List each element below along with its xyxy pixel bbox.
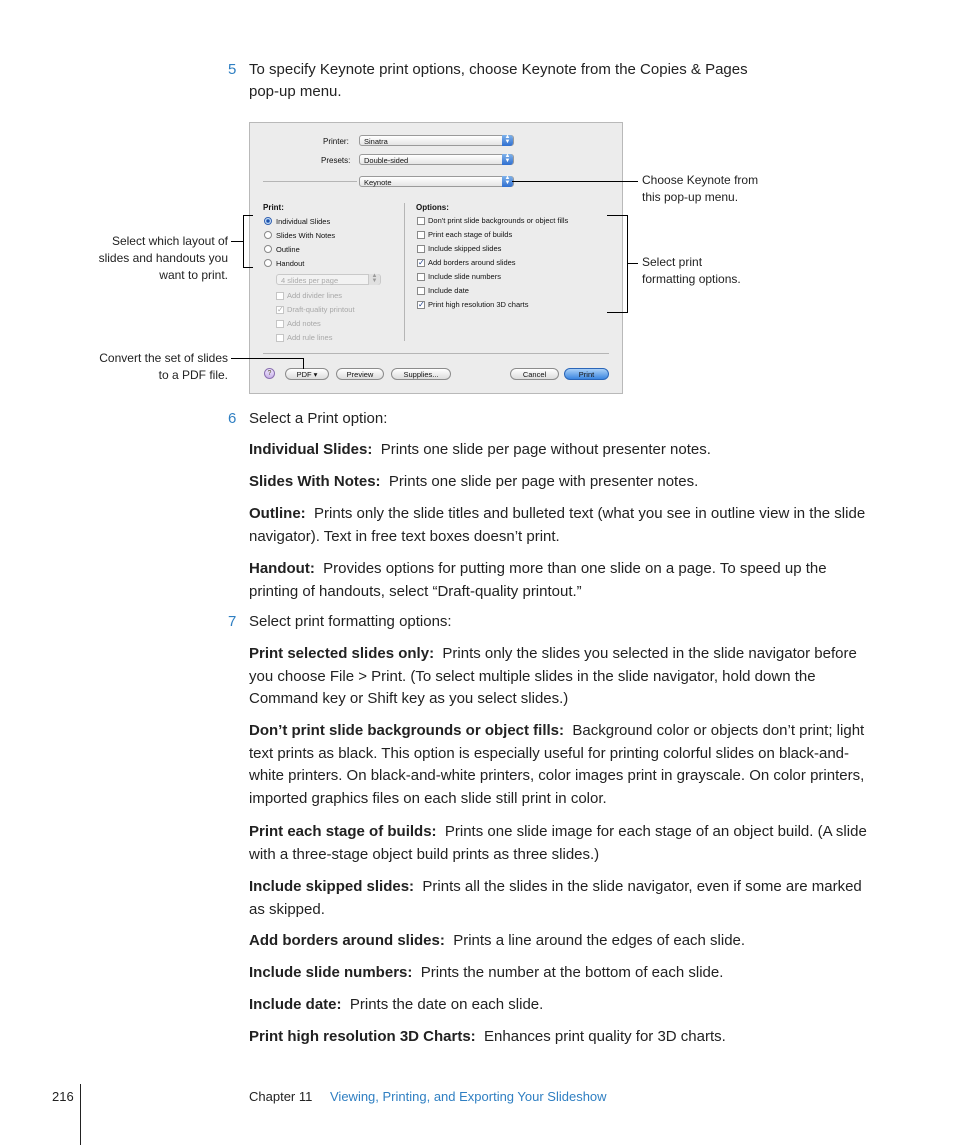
radio-outline-label: Outline	[276, 245, 300, 254]
checkbox-no-backgrounds[interactable]	[417, 217, 425, 225]
bottom-separator	[263, 353, 609, 354]
step-7-text: Select print formatting options:	[249, 613, 452, 630]
printer-popup[interactable]	[359, 135, 514, 146]
supplies-button[interactable]: Supplies...	[391, 368, 451, 380]
callout-line: want to print.	[159, 268, 228, 282]
description: Prints one slide image for each stage of an object build. (A slide with a three-stage object build prints as three slides.)	[249, 823, 867, 863]
description: Background color or objects don’t print; light text prints as black. This option is especially useful for printing colorful slides on black-and-white printers. On black-and-white printers, color images print in grayscale. On color printers, imported graphics files on each slide still print in color.	[249, 722, 865, 807]
term: Slides With Notes:	[249, 473, 381, 490]
radio-individual-slides-label: Individual Slides	[276, 217, 331, 226]
radio-handout-label: Handout	[276, 259, 305, 268]
bracket-options	[627, 215, 628, 313]
term: Print high resolution 3D Charts:	[249, 1028, 476, 1045]
help-button[interactable]: ?	[264, 368, 275, 379]
description: Prints one slide per page with presenter notes.	[388, 473, 699, 490]
checkbox-3d-charts[interactable]: ✓	[418, 300, 425, 309]
checkbox-include-date-label: Include date	[428, 286, 469, 295]
definition-selected-slides	[249, 643, 869, 711]
radio-slides-with-notes[interactable]	[264, 231, 272, 239]
checkbox-add-borders[interactable]: ✓	[418, 258, 425, 267]
bracket-layout	[243, 215, 244, 268]
radio-slides-with-notes-label: Slides With Notes	[276, 231, 336, 240]
checkbox-slide-numbers-label: Include slide numbers	[428, 272, 501, 281]
radio-handout[interactable]	[264, 259, 272, 267]
definition-slide-numbers	[249, 962, 869, 985]
description: Prints all the slides in the slide navigator, even if some are marked as skipped.	[249, 878, 862, 918]
description: Prints only the slide titles and bulleted text (what you see in outline view in the slide navigator). Text in free text boxes doesn’t print.	[249, 505, 866, 545]
term: Handout:	[249, 560, 315, 577]
callout-line: this pop-up menu.	[642, 190, 739, 204]
description: Prints one slide per page without presenter notes.	[380, 441, 711, 458]
separator-left	[263, 181, 357, 182]
print-dialog	[249, 122, 623, 394]
description: Prints only the slides you selected in the slide navigator before you choose File > Print. (To select multiple slides in the slide navigator, hold down the Command key or Shift key as you select slides.)	[249, 645, 857, 707]
checkbox-rule-lines[interactable]	[276, 334, 284, 342]
checkbox-add-notes[interactable]	[276, 320, 284, 328]
checkbox-skipped-slides-label: Include skipped slides	[428, 244, 502, 253]
description: Provides options for putting more than one slide on a page. To speed up the printing of handouts, select “Draft-quality printout.”	[249, 560, 827, 600]
checkbox-draft-quality-label: Draft-quality printout	[287, 305, 355, 314]
step-5-line-2: pop-up menu.	[249, 83, 342, 100]
description: Prints the number at the bottom of each slide.	[420, 964, 724, 981]
radio-outline[interactable]	[264, 245, 272, 253]
checkbox-stage-builds-label: Print each stage of builds	[428, 230, 513, 239]
pdf-button[interactable]: PDF ▾	[285, 368, 329, 380]
bracket-options-top	[607, 215, 627, 216]
step-5-text	[249, 59, 869, 103]
print-heading: Print:	[263, 203, 284, 212]
step-5-line-1: To specify Keynote print options, choose Keynote from the Copies & Pages	[249, 61, 748, 78]
printer-value: Sinatra	[364, 137, 388, 146]
term: Include skipped slides:	[249, 878, 415, 895]
printer-label: Printer:	[323, 137, 349, 146]
handout-layout-value: 4 slides per page	[281, 276, 339, 285]
print-button[interactable]: Print	[564, 368, 609, 380]
leader-line-pdf-drop	[303, 358, 304, 369]
definition-slides-with-notes	[249, 471, 869, 494]
term: Don’t print slide backgrounds or object fills:	[249, 722, 565, 739]
definition-outline	[249, 503, 869, 548]
checkbox-skipped-slides[interactable]	[417, 245, 425, 253]
leader-line-pdf	[231, 358, 304, 359]
definition-add-borders	[249, 930, 869, 953]
footer-chapter-title: Viewing, Printing, and Exporting Your Slideshow	[330, 1089, 607, 1104]
step-number-6: 6	[228, 410, 237, 427]
options-heading: Options:	[416, 203, 449, 212]
term: Add borders around slides:	[249, 932, 445, 949]
step-6-text: Select a Print option:	[249, 410, 388, 427]
callout-line: slides and handouts you	[98, 251, 228, 265]
callout-line: Select print	[642, 255, 703, 269]
popup-arrows-icon: ▲ ▼	[502, 176, 513, 187]
page-number: 216	[52, 1089, 74, 1104]
column-divider	[404, 203, 405, 341]
presets-value: Double-sided	[364, 156, 409, 165]
description: Prints the date on each slide.	[349, 996, 544, 1013]
term: Print each stage of builds:	[249, 823, 437, 840]
leader-line-keynote	[512, 181, 638, 182]
leader-line-layout	[231, 241, 243, 242]
popup-arrows-icon: ▲ ▼	[502, 154, 513, 165]
pane-popup[interactable]	[359, 176, 514, 187]
callout-line: to a PDF file.	[158, 368, 228, 382]
radio-individual-slides[interactable]	[264, 217, 272, 225]
step-number-7: 7	[228, 613, 237, 630]
footer-chapter: Chapter 11	[249, 1089, 313, 1104]
cancel-button[interactable]: Cancel	[510, 368, 559, 380]
bracket-layout-bottom	[243, 267, 253, 268]
checkbox-slide-numbers[interactable]	[417, 273, 425, 281]
presets-popup[interactable]	[359, 154, 514, 165]
checkbox-divider-lines[interactable]	[276, 292, 284, 300]
definition-no-backgrounds	[249, 720, 869, 810]
bracket-layout-top	[243, 215, 253, 216]
checkbox-include-date[interactable]	[417, 287, 425, 295]
checkbox-stage-builds[interactable]	[417, 231, 425, 239]
checkbox-add-borders-label: Add borders around slides	[428, 258, 516, 267]
definition-skipped-slides	[249, 876, 869, 921]
description: Prints a line around the edges of each slide.	[453, 932, 746, 949]
callout-line: Select which layout of	[111, 234, 228, 248]
checkbox-no-backgrounds-label: Don't print slide backgrounds or object fills	[428, 216, 569, 225]
term: Individual Slides:	[249, 441, 373, 458]
step-number-5: 5	[228, 61, 237, 78]
callout-line: Convert the set of slides	[99, 351, 228, 365]
footer-rule	[80, 1084, 81, 1145]
callout-line: Choose Keynote from	[642, 173, 759, 187]
popup-arrows-icon: ▲ ▼	[502, 135, 513, 146]
callout-convert-pdf	[60, 350, 228, 384]
preview-button[interactable]: Preview	[336, 368, 384, 380]
definition-3d-charts	[249, 1026, 869, 1049]
term: Outline:	[249, 505, 306, 522]
description: Enhances print quality for 3D charts.	[484, 1028, 726, 1045]
definition-include-date	[249, 994, 869, 1017]
checkbox-3d-charts-label: Print high resolution 3D charts	[428, 300, 529, 309]
checkbox-rule-lines-label: Add rule lines	[287, 333, 333, 342]
callout-select-layout	[60, 233, 228, 284]
checkbox-draft-quality[interactable]: ✓	[277, 305, 284, 314]
presets-label: Presets:	[321, 156, 351, 165]
term: Print selected slides only:	[249, 645, 435, 662]
callout-select-formatting	[642, 254, 741, 288]
term: Include slide numbers:	[249, 964, 413, 981]
popup-arrows-icon: ▲ ▼	[368, 274, 380, 285]
callout-choose-keynote	[642, 172, 758, 206]
definition-handout	[249, 558, 869, 603]
pane-value: Keynote	[364, 178, 392, 187]
bracket-options-bottom	[607, 312, 627, 313]
definition-stage-builds	[249, 821, 869, 866]
callout-line: formatting options.	[642, 272, 741, 286]
term: Include date:	[249, 996, 342, 1013]
leader-line-options	[627, 263, 638, 264]
handout-layout-popup[interactable]	[276, 274, 381, 285]
checkbox-divider-lines-label: Add divider lines	[287, 291, 343, 300]
definition-individual-slides	[249, 439, 869, 462]
checkbox-add-notes-label: Add notes	[287, 319, 321, 328]
